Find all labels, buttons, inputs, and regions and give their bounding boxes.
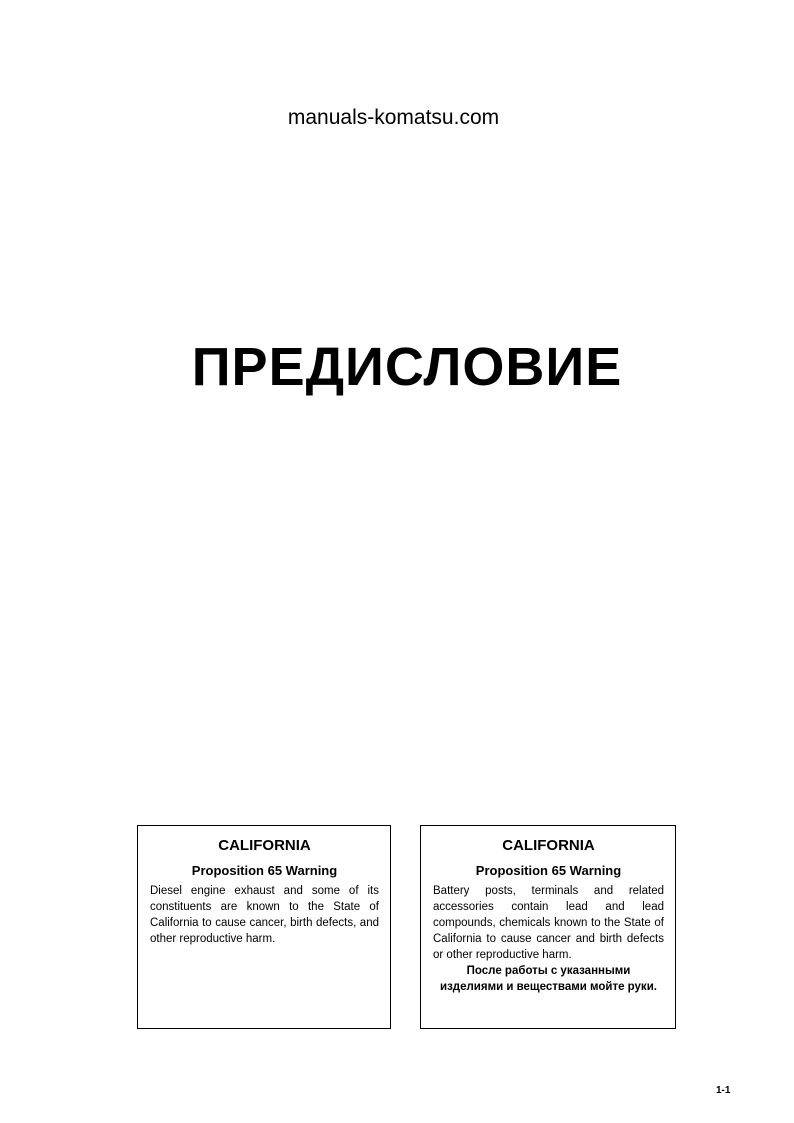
- warning-subheading: Proposition 65 Warning: [475, 863, 622, 878]
- warning-note: После работы с указанными изделиями и веществами мойте руки.: [440, 965, 657, 993]
- warning-heading: CALIFORNIA: [502, 837, 595, 854]
- warning-box-exhaust: [137, 825, 391, 1029]
- warning-text: Diesel engine exhaust and some of its constituents are known to the State of California to cause cancer, birth defects, and other reproductive harm.: [150, 885, 379, 945]
- page-number: 1-1: [716, 1085, 731, 1096]
- warning-heading: CALIFORNIA: [218, 837, 311, 854]
- warning-box-battery: [420, 825, 676, 1029]
- site-url: manuals-komatsu.com: [287, 106, 500, 129]
- warning-subheading: Proposition 65 Warning: [191, 863, 338, 878]
- warning-text: Battery posts, terminals and related accessories contain lead and lead compounds, chemicals known to the State of California to cause cancer and birth defects or other reproductive harm.: [433, 885, 664, 961]
- page-title: ПРЕДИСЛОВИЕ: [191, 337, 623, 397]
